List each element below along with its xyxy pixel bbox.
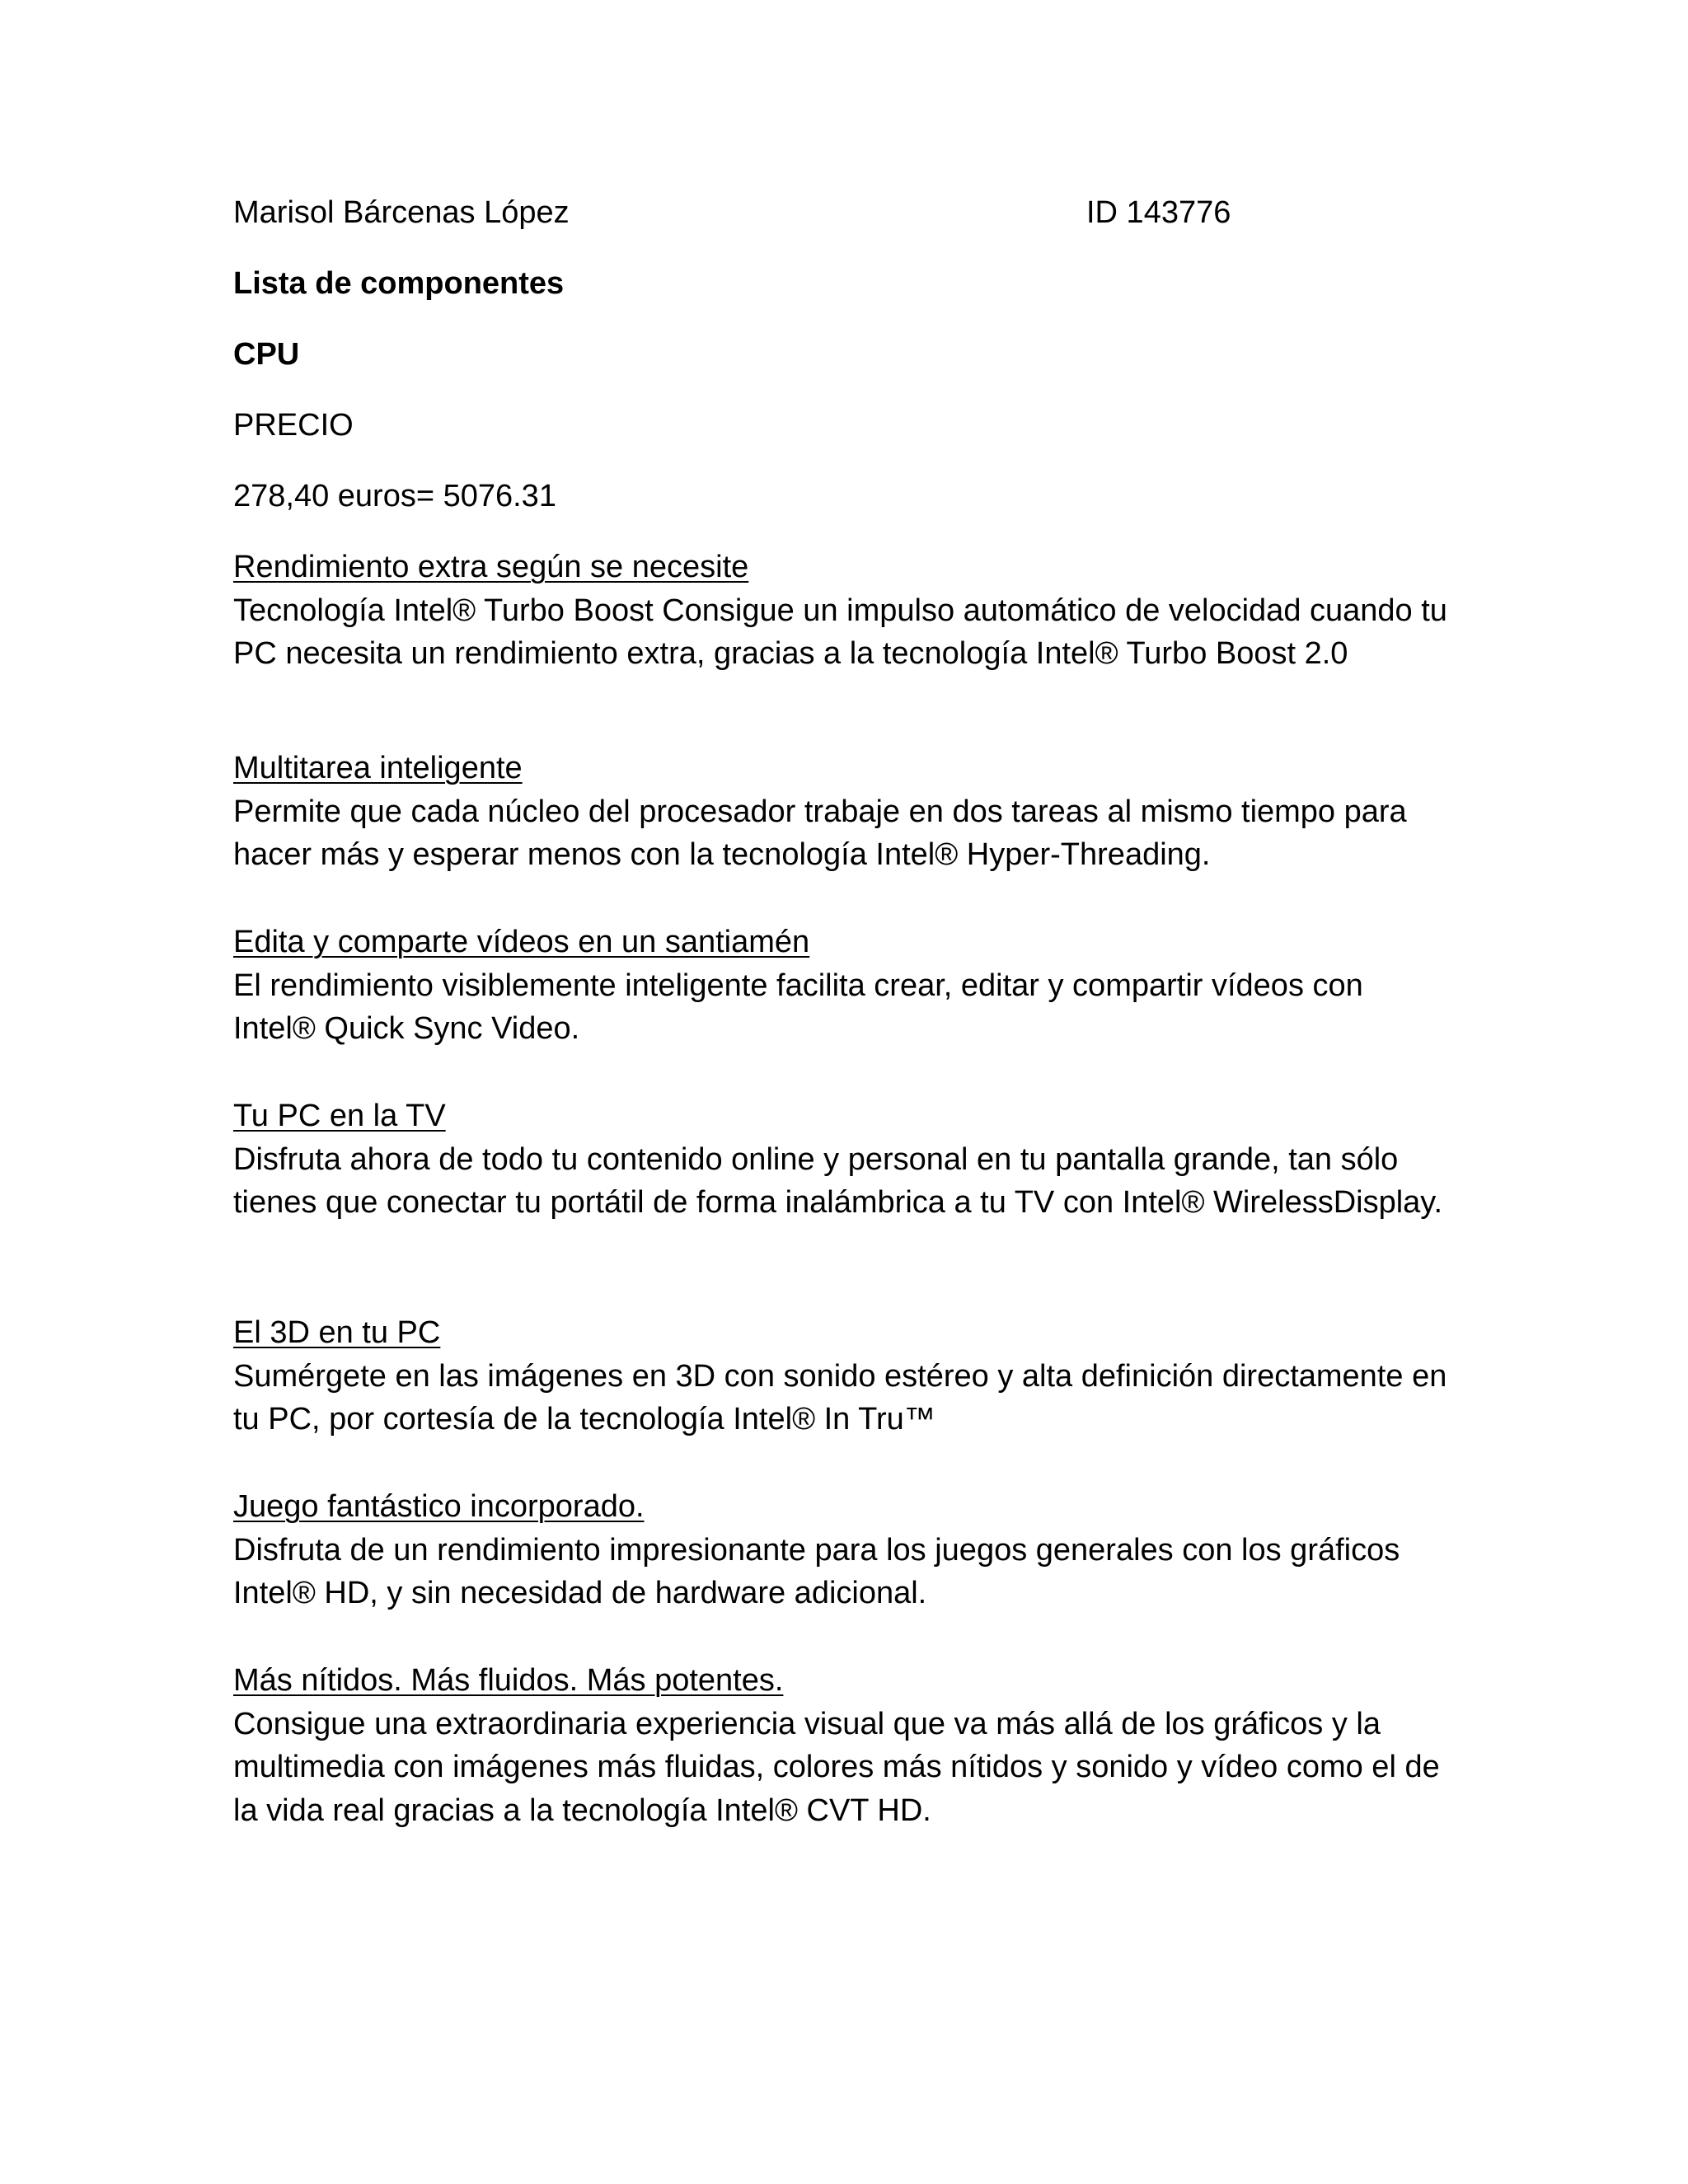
student-id: ID 143776	[1086, 195, 1231, 230]
author-name: Marisol Bárcenas López	[233, 195, 570, 230]
feature-body: Disfruta de un rendimiento impresionante para los juegos generales con los gráficos Intel® HD, y sin necesidad de hardware adicional.	[233, 1532, 1400, 1610]
price-label: PRECIO	[233, 408, 354, 443]
feature-block	[233, 1311, 1453, 1441]
feature-block	[233, 921, 1453, 1051]
feature-block	[233, 1659, 1453, 1832]
feature-block	[233, 1485, 1453, 1615]
feature-block	[233, 1094, 1453, 1225]
feature-body: Tecnología Intel® Turbo Boost Consigue un impulso automático de velocidad cuando tu PC necesita un rendimiento extra, gracias a la tecnología Intel® Turbo Boost 2.0	[233, 593, 1447, 671]
feature-heading: Juego fantástico incorporado.	[233, 1489, 645, 1524]
feature-block	[233, 747, 1453, 877]
feature-heading: Más nítidos. Más fluidos. Más potentes.	[233, 1663, 784, 1698]
feature-body: Consigue una extraordinaria experiencia visual que va más allá de los gráficos y la multimedia con imágenes más fluidas, colores más nítidos y sonido y vídeo como el de la vida real gracias a la tecnología Intel® CVT HD.	[233, 1706, 1440, 1828]
feature-body: Disfruta ahora de todo tu contenido online y personal en tu pantalla grande, tan sólo tienes que conectar tu portátil de forma inalámbrica a tu TV con Intel® WirelessDisplay.	[233, 1141, 1443, 1220]
document-title: Lista de componentes	[233, 266, 565, 301]
feature-body: El rendimiento visiblemente inteligente facilita crear, editar y compartir vídeos con Intel® Quick Sync Video.	[233, 968, 1363, 1046]
feature-heading: Rendimiento extra según se necesite	[233, 550, 749, 584]
component-name: CPU	[233, 337, 300, 372]
feature-body: Permite que cada núcleo del procesador trabaje en dos tareas al mismo tiempo para hacer más y esperar menos con la tecnología Intel® Hyper-Threading.	[233, 794, 1407, 872]
feature-heading: Tu PC en la TV	[233, 1099, 446, 1133]
feature-heading: Multitarea inteligente	[233, 751, 523, 785]
feature-body: Sumérgete en las imágenes en 3D con sonido estéreo y alta definición directamente en tu PC, por cortesía de la tecnología Intel® In Tru™	[233, 1358, 1447, 1436]
feature-block	[233, 546, 1453, 676]
feature-heading: El 3D en tu PC	[233, 1315, 441, 1350]
price-value: 278,40 euros= 5076.31	[233, 479, 556, 513]
feature-heading: Edita y comparte vídeos en un santiamén	[233, 925, 810, 959]
